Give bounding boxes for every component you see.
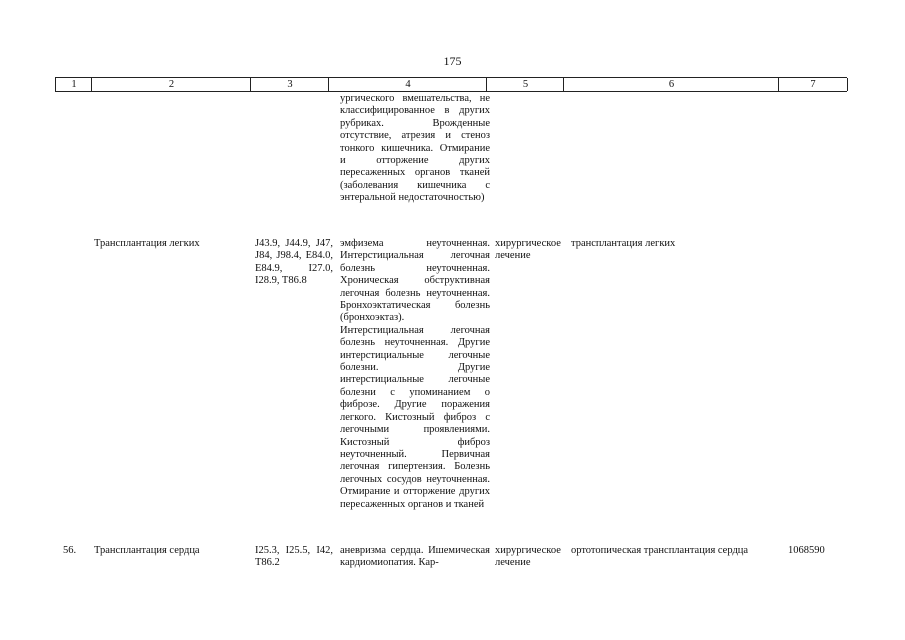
header-col-6: 6 [563, 78, 779, 91]
row0-diagnosis: ургического вмешательства, не классифицированное в других рубриках. Врожденные отсутствие, атрезия и стеноз тонкого кишечника. Отмирание и отторжение других пересаженных органов тканей (заболевания кишечника с энтеральной недостаточностью) [340, 93, 490, 204]
row2-method: ортотопическая трансплантация сердца [571, 545, 749, 556]
row2-codes: I25.3, I25.5, I42, T86.2 [255, 545, 333, 569]
header-col-3: 3 [250, 78, 329, 91]
header-col-2: 2 [91, 78, 251, 91]
row1-method: трансплантация легких [571, 238, 676, 249]
row2-number: 56. [63, 545, 77, 556]
header-col-5: 5 [486, 78, 564, 91]
row2-procedure-name: Трансплантация сердца [94, 545, 200, 556]
row1-treatment: хирургическое лечение [495, 238, 561, 262]
row2-diagnosis: аневризма сердца. Ишемическая кардиомиопатия. Кар- [340, 545, 490, 569]
page-number: 175 [443, 54, 462, 68]
header-col-4: 4 [328, 78, 487, 91]
table-header-row [55, 77, 847, 92]
row2-cost: 1068590 [788, 545, 825, 556]
row2-treatment: хирургическое лечение [495, 545, 561, 569]
header-col-1: 1 [55, 78, 92, 91]
header-col-7: 7 [778, 78, 848, 91]
row1-procedure-name: Трансплантация легких [94, 238, 200, 249]
row1-codes: J43.9, J44.9, J47, J84, J98.4, E84.0, E84.9, I27.0, I28.9, T86.8 [255, 238, 333, 287]
row1-diagnosis: эмфизема неуточненная. Интерстициальная легочная болезнь неуточненная. Хроническая обструктивная легочная болезнь неуточненная. Бронхоэктатическая болезнь (бронхоэктаз). Интерстициальная легочная болезнь неуточненная. Другие интерстициальные легочные болезни. Другие интерстициальные легочные болезни с упоминанием о фиброзе. Другие поражения легкого. Кистозный фиброз с легочными проявлениями. Кистозный фиброз неуточненный. Первичная легочная гипертензия. Болезнь легочных сосудов неуточненная. Отмирание и отторжение других пересаженных органов и тканей [340, 238, 490, 510]
